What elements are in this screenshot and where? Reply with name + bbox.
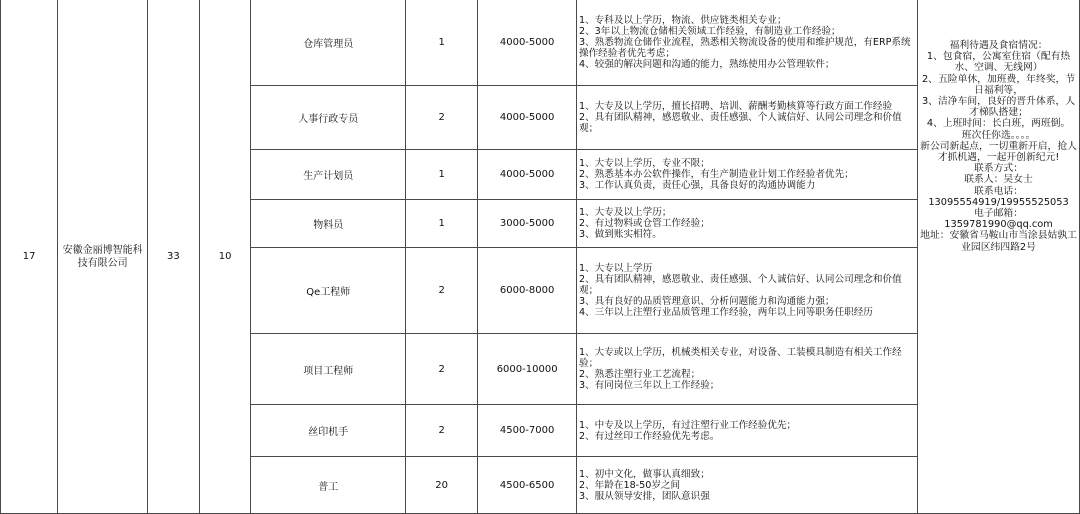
job-row <box>1 0 1080 86</box>
company-count-b: 10 <box>199 0 251 514</box>
job-headcount: 2 <box>406 248 478 334</box>
requirement-line: 3、服从领导安排，团队意识强 <box>578 490 710 502</box>
requirement-line: 1、大专或以上学历，机械类相关专业，对设备、工装模具制造有相关工作经验； <box>578 347 902 369</box>
requirement-line: 3、具有良好的品质管理意识、分析问题能力和沟通能力强； <box>578 296 835 307</box>
benefit-line: 联系人：吴女士 <box>964 174 1033 186</box>
requirement-line: 1、大专以上学历 <box>578 263 653 274</box>
job-title: 项目工程师 <box>251 334 406 405</box>
job-requirements <box>576 150 917 200</box>
job-requirements <box>576 334 917 405</box>
job-requirements <box>576 405 917 457</box>
benefits-contact-info <box>918 0 1080 514</box>
job-headcount: 2 <box>406 86 478 150</box>
job-salary: 3000-5000 <box>478 200 577 248</box>
job-title: 仓库管理员 <box>251 0 406 86</box>
requirement-line: 1、大专及以上学历； <box>578 207 672 218</box>
requirement-line: 3、熟悉物流仓储作业流程，熟悉相关物流设备的使用和维护规范，有ERP系统操作经验者优先考虑； <box>578 37 911 59</box>
job-salary: 6000-8000 <box>478 248 577 334</box>
requirement-line: 2、有过物料或仓管工作经验； <box>578 218 710 229</box>
requirement-line: 4、三年以上注塑行业品质管理工作经验，两年以上同等职务任职经历 <box>578 307 873 318</box>
requirement-line: 1、初中文化，做事认真细致； <box>578 468 710 480</box>
benefit-line: 电子邮箱：1359781990@qq.com <box>944 208 1053 231</box>
job-title: 物料员 <box>251 200 406 248</box>
job-requirements <box>576 86 917 150</box>
job-title: 人事行政专员 <box>251 86 406 150</box>
job-title: 普工 <box>251 457 406 514</box>
benefit-line: 2、五险单休，加班费，年终奖，节日福利等， <box>921 73 1076 96</box>
requirement-line: 3、工作认真负责，责任心强，具备良好的沟通协调能力 <box>578 180 816 191</box>
benefit-line: 联系方式： <box>974 163 1024 175</box>
benefit-line: 13095554919/19955525053 <box>928 196 1069 208</box>
job-salary: 4000-5000 <box>478 86 577 150</box>
requirement-line: 2、熟悉注塑行业工艺流程； <box>578 369 701 380</box>
job-requirements <box>576 0 917 86</box>
job-title: Qe工程师 <box>251 248 406 334</box>
benefit-line: 3、洁净车间，良好的晋升体系，人才梯队搭建； <box>921 96 1076 119</box>
job-salary: 4500-7000 <box>478 405 577 457</box>
requirement-line: 1、大专以上学历，专业不限； <box>578 158 710 169</box>
job-title: 丝印机手 <box>251 405 406 457</box>
job-requirements <box>576 248 917 334</box>
job-salary: 4500-6500 <box>478 457 577 514</box>
benefit-line: 班次任你选。。。。 <box>961 129 1036 141</box>
job-title: 生产计划员 <box>251 150 406 200</box>
benefit-line: 新公司新起点，一切重新开启，抢人才抓机遇，一起开创新纪元! <box>920 140 1077 164</box>
job-headcount: 2 <box>406 334 478 405</box>
job-salary: 4000-5000 <box>478 0 577 86</box>
requirement-line: 3、有同岗位三年以上工作经验； <box>578 380 720 391</box>
job-headcount: 1 <box>406 150 478 200</box>
company-name: 安徽金丽博智能科技有限公司 <box>58 0 148 514</box>
benefit-line: 1、包食宿，公寓室住宿（配有热水、空调、无线网） <box>926 51 1071 74</box>
row-number: 17 <box>1 0 58 514</box>
job-requirements <box>576 457 917 514</box>
benefit-line: 福利待遇及食宿情况： <box>949 40 1048 51</box>
requirement-line: 2、熟悉基本办公软件操作，有生产制造业计划工作经验者优先； <box>578 169 854 180</box>
requirement-line: 1、中专及以上学历，有过注塑行业工作经验优先； <box>578 419 797 431</box>
benefit-line: 联系电话： <box>974 185 1024 197</box>
job-salary: 6000-10000 <box>478 334 577 405</box>
requirement-line: 2、具有团队精神，感恩敬业、责任感强、个人诚信好、认同公司理念和价值观； <box>578 274 902 296</box>
benefit-line: 地址：安徽省马鞍山市当涂县姑孰工业园区纬四路2号 <box>920 230 1077 253</box>
requirement-line: 2、3年以上物流仓储相关领域工作经验，有制造业工作经验； <box>578 26 841 37</box>
job-headcount: 2 <box>406 405 478 457</box>
company-count-a: 33 <box>148 0 200 514</box>
job-requirements <box>576 200 917 248</box>
requirement-line: 1、专科及以上学历，物流、供应链类相关专业； <box>578 15 787 26</box>
requirement-line: 2、有过丝印工作经验优先考虑。 <box>578 430 720 442</box>
requirement-line: 3、做到账实相符。 <box>578 229 662 240</box>
job-salary: 4000-5000 <box>478 150 577 200</box>
job-headcount: 1 <box>406 200 478 248</box>
requirement-line: 4、较强的解决问题和沟通的能力，熟练使用办公管理软件； <box>578 59 835 70</box>
requirement-line: 1、大专及以上学历，擅长招聘、培训、薪酬考勤核算等行政方面工作经验 <box>578 101 893 112</box>
job-headcount: 20 <box>406 457 478 514</box>
job-headcount: 1 <box>406 0 478 86</box>
benefit-line: 4、上班时间：长白班，两班倒。 <box>926 118 1071 130</box>
requirement-line: 2、年龄在18-50岁之间 <box>578 479 681 491</box>
requirement-line: 2、具有团队精神，感恩敬业、责任感强、个人诚信好、认同公司理念和价值观； <box>578 112 902 134</box>
